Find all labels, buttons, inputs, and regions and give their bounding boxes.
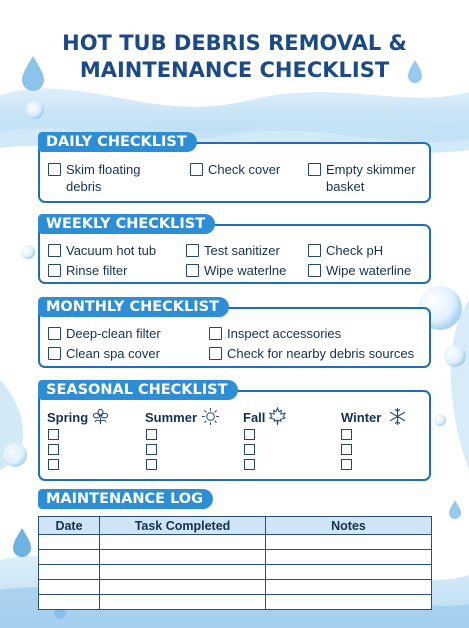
monthly-item-clean-cover[interactable]: Clean spa cover [48,345,160,362]
seasonal-checklist-header: SEASONAL CHECKLIST [38,380,238,400]
season-winter-checkbox-2[interactable] [341,444,352,455]
season-winter-checkbox-3[interactable] [341,459,352,470]
checkbox[interactable] [48,163,61,176]
table-row [39,565,432,580]
checkbox[interactable] [308,264,321,277]
page-title-line-2: MAINTENANCE CHECKLIST [79,58,390,82]
seasonal-checklist-section [38,380,431,481]
task-cell[interactable] [100,535,266,550]
date-cell[interactable] [39,550,100,565]
daily-item-skim[interactable]: Skim floating debris [48,161,140,195]
monthly-item-inspect[interactable]: Inspect accessories [209,325,341,342]
task-cell[interactable] [100,595,266,610]
daily-item-skimmer[interactable]: Empty skimmer basket [308,161,416,195]
season-spring-label: Spring [47,410,89,425]
date-cell[interactable] [39,595,100,610]
page-title-line-1: HOT TUB DEBRIS REMOVAL & [62,31,407,55]
season-summer-label: Summer [145,410,198,425]
weekly-checklist-section [38,214,431,284]
date-cell[interactable] [39,580,100,595]
seasonal-checklist-box [38,390,431,481]
season-winter-checkbox-1[interactable] [341,429,352,440]
monthly-item-debris-sources[interactable]: Check for nearby debris sources [209,345,414,362]
season-spring-checkbox-1[interactable] [48,429,59,440]
checkbox[interactable] [48,327,61,340]
table-row [39,595,432,610]
column-header-task: Task Completed [100,517,266,535]
notes-cell[interactable] [266,550,432,565]
snowflake-icon [388,407,407,426]
checkbox[interactable] [190,163,203,176]
weekly-item-vacuum[interactable]: Vacuum hot tub [48,242,156,259]
maple-leaf-icon [268,407,287,426]
checkbox[interactable] [186,244,199,257]
table-row [39,550,432,565]
daily-checklist-header: DAILY CHECKLIST [38,132,197,152]
checkbox[interactable] [48,347,61,360]
checkbox[interactable] [48,244,61,257]
season-summer-checkbox-2[interactable] [146,444,157,455]
season-summer-checkbox-3[interactable] [146,459,157,470]
notes-cell[interactable] [266,580,432,595]
daily-checklist-section [38,132,431,203]
task-cell[interactable] [100,580,266,595]
weekly-item-rinse-filter[interactable]: Rinse filter [48,262,127,279]
weekly-item-wipe-waterlne[interactable]: Wipe waterlne [186,262,286,279]
weekly-item-wipe-waterline[interactable]: Wipe waterline [308,262,411,279]
maintenance-log-section [38,489,431,599]
sun-icon [201,407,220,426]
table-header-row [39,517,432,535]
season-fall-checkbox-1[interactable] [244,429,255,440]
notes-cell[interactable] [266,595,432,610]
table-row [39,535,432,550]
maintenance-log-table [38,516,432,610]
column-header-date: Date [39,517,100,535]
daily-item-cover[interactable]: Check cover [190,161,280,178]
page-title [0,30,469,84]
season-fall-checkbox-2[interactable] [244,444,255,455]
checkbox[interactable] [48,264,61,277]
date-cell[interactable] [39,565,100,580]
season-summer-checkbox-1[interactable] [146,429,157,440]
season-fall-label: Fall [243,410,266,425]
date-cell[interactable] [39,535,100,550]
season-spring-checkbox-3[interactable] [48,459,59,470]
flower-icon [91,407,110,426]
monthly-checklist-header: MONTHLY CHECKLIST [38,297,229,317]
table-row [39,580,432,595]
checkbox[interactable] [308,163,321,176]
weekly-item-sanitizer[interactable]: Test sanitizer [186,242,280,259]
task-cell[interactable] [100,565,266,580]
checkbox[interactable] [209,347,222,360]
notes-cell[interactable] [266,535,432,550]
monthly-item-deep-clean[interactable]: Deep-clean filter [48,325,161,342]
season-winter-label: Winter [341,410,382,425]
maintenance-log-header: MAINTENANCE LOG [38,489,213,509]
notes-cell[interactable] [266,565,432,580]
checkbox[interactable] [209,327,222,340]
checkbox[interactable] [308,244,321,257]
monthly-checklist-section [38,297,431,368]
weekly-item-ph[interactable]: Check pH [308,242,383,259]
column-header-notes: Notes [266,517,432,535]
season-spring-checkbox-2[interactable] [48,444,59,455]
task-cell[interactable] [100,550,266,565]
checkbox[interactable] [186,264,199,277]
season-fall-checkbox-3[interactable] [244,459,255,470]
weekly-checklist-header: WEEKLY CHECKLIST [38,214,215,234]
